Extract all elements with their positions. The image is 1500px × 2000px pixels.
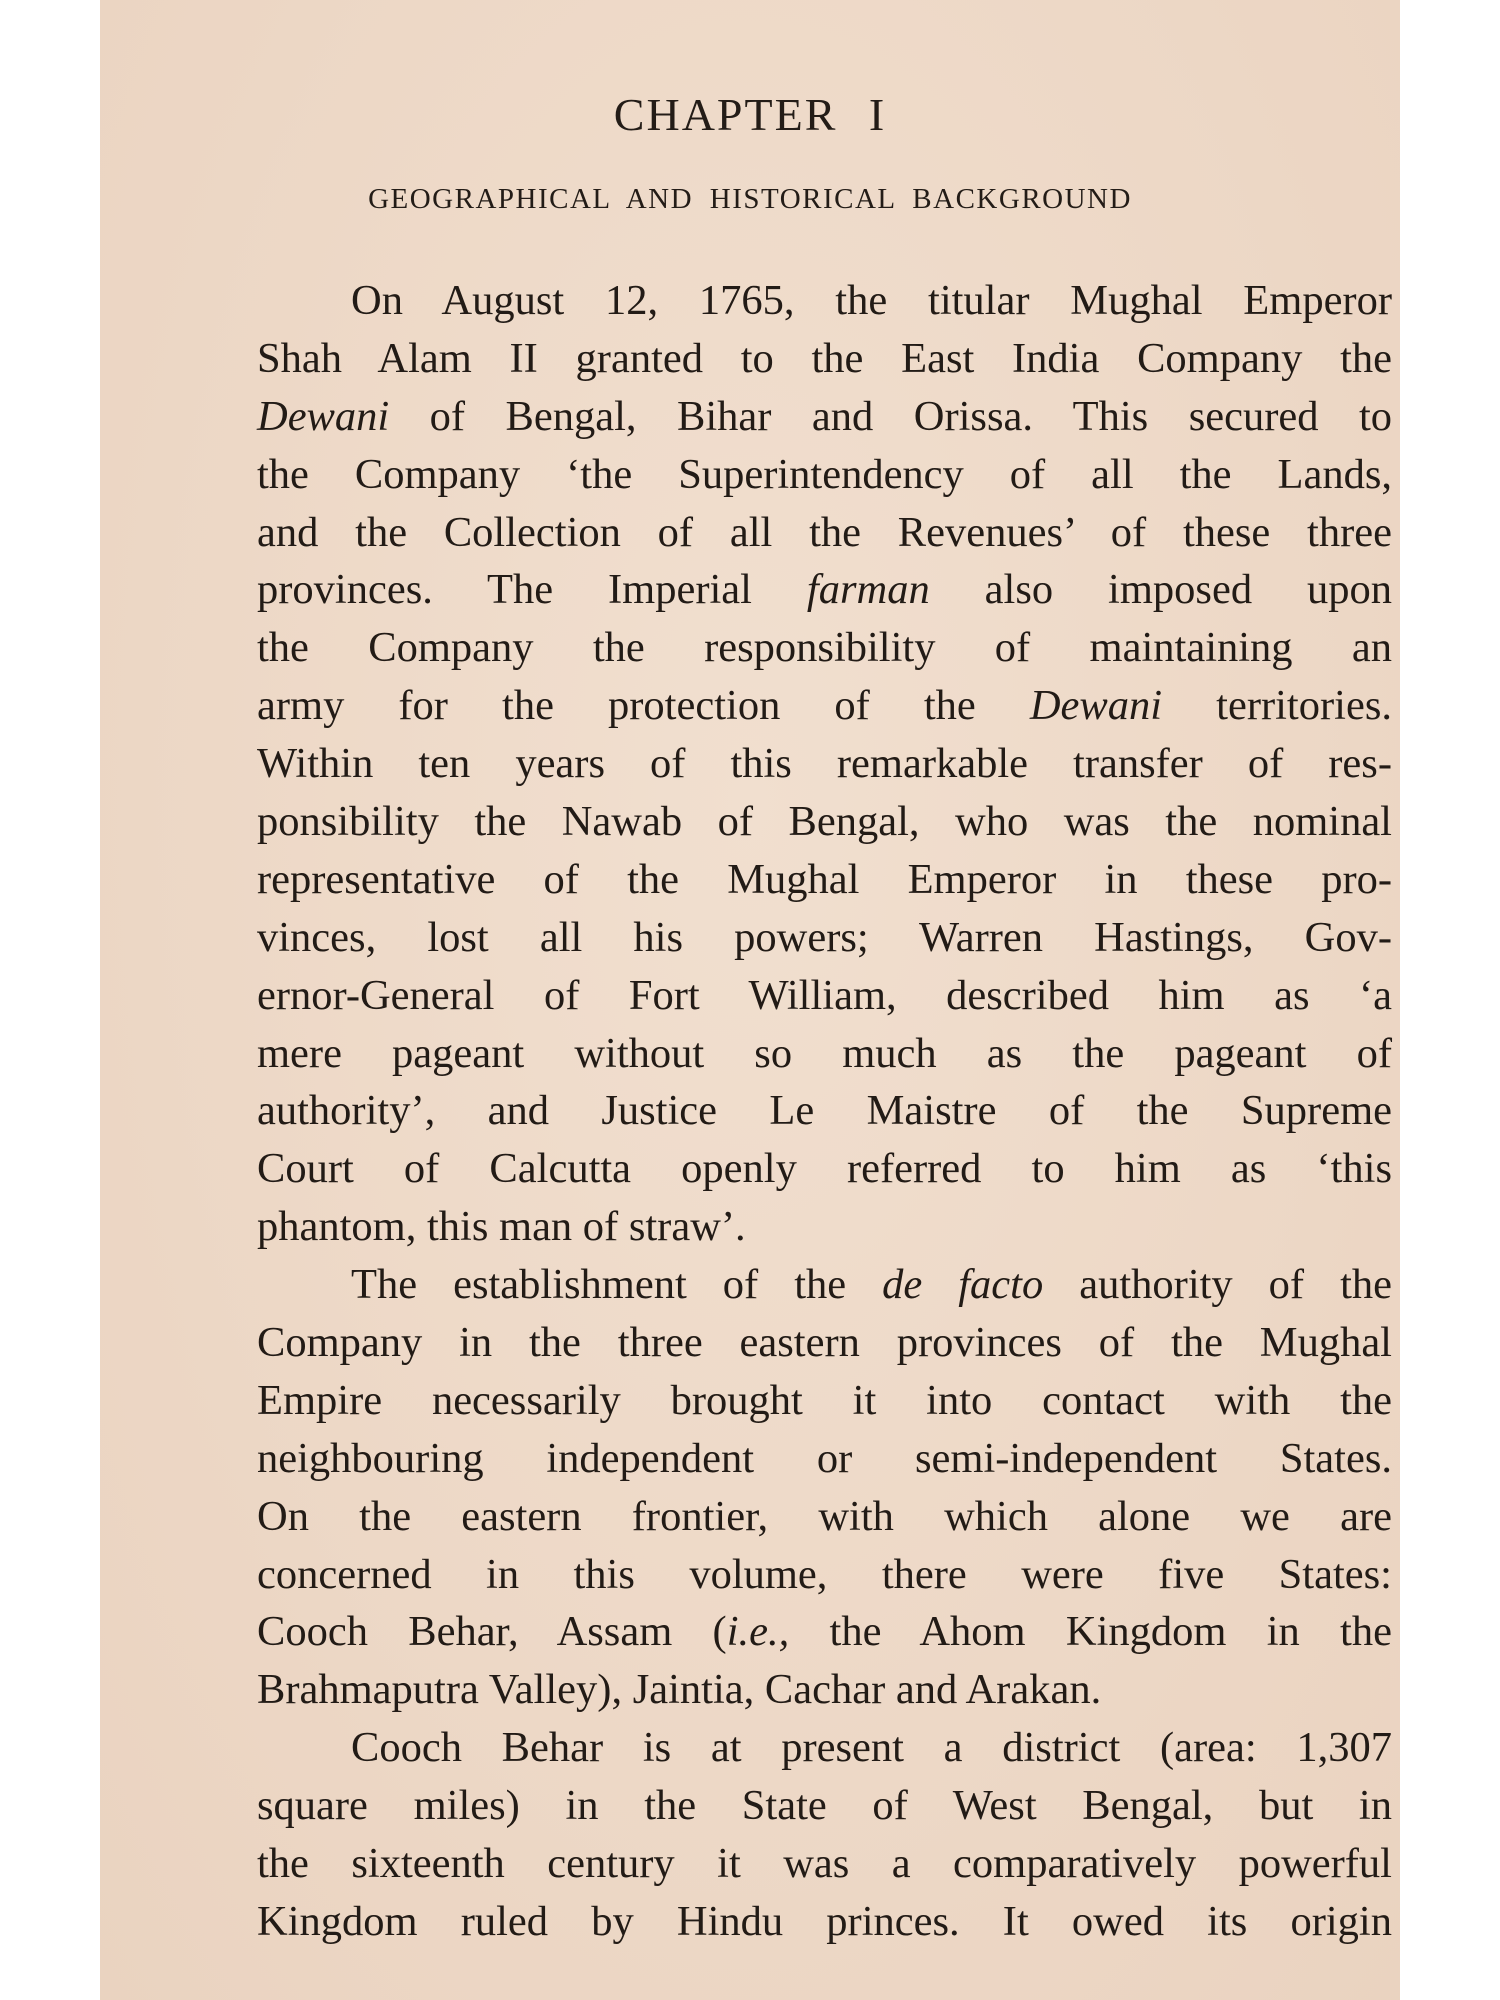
text-line: representative of the Mughal Emperor in these pro-: [257, 855, 1392, 903]
text-line: Cooch Behar is at present a district (area: 1,307: [351, 1724, 1392, 1772]
text-line: neighbouring independent or semi-independent States.: [257, 1434, 1392, 1482]
text-line: vinces, lost all his powers; Warren Hastings, Gov-: [257, 913, 1392, 961]
text-line: square miles) in the State of West Bengal, but in: [257, 1782, 1392, 1830]
text-line: the Company the responsibility of maintaining an: [257, 624, 1392, 672]
chapter-title: GEOGRAPHICAL AND HISTORICAL BACKGROUND: [368, 183, 1132, 215]
text-line: Empire necessarily brought it into contact with the: [257, 1376, 1392, 1424]
text-line: Kingdom ruled by Hindu princes. It owed its origin: [257, 1897, 1392, 1945]
text-line: phantom, this man of straw’.: [257, 1203, 746, 1251]
text-line: On August 12, 1765, the titular Mughal Emperor: [351, 277, 1392, 324]
text-line: Shah Alam II granted to the East India Company the: [257, 334, 1392, 382]
book-page: [100, 0, 1400, 2000]
text-line: Company in the three eastern provinces of the Mughal: [257, 1319, 1392, 1367]
text-line: ponsibility the Nawab of Bengal, who was the nominal: [257, 798, 1392, 846]
text-line: Dewani of Bengal, Bihar and Orissa. This secured to: [257, 392, 1392, 440]
text-line: On the eastern frontier, with which alone we are: [257, 1492, 1392, 1540]
text-line: concerned in this volume, there were five States:: [257, 1550, 1392, 1598]
text-line: mere pageant without so much as the pageant of: [257, 1029, 1392, 1077]
text-line: Court of Calcutta openly referred to him as ‘this: [257, 1145, 1392, 1193]
text-line: the sixteenth century it was a comparatively powerful: [257, 1840, 1392, 1888]
text-line: Within ten years of this remarkable transfer of res-: [257, 740, 1392, 788]
text-line: authority’, and Justice Le Maistre of the Supreme: [257, 1087, 1392, 1135]
body-text: [257, 272, 1392, 1951]
text-line: ernor-General of Fort William, described him as ‘a: [257, 971, 1392, 1019]
text-line: provinces. The Imperial farman also imposed upon: [257, 566, 1392, 614]
text-line: the Company ‘the Superintendency of all the Lands,: [257, 450, 1392, 498]
text-line: army for the protection of the Dewani territories.: [257, 682, 1392, 730]
chapter-heading: CHAPTER I: [613, 89, 887, 140]
text-line: and the Collection of all the Revenues’ of these three: [257, 508, 1392, 556]
text-line: The establishment of the de facto authority of the: [351, 1261, 1393, 1309]
text-line: Brahmaputra Valley), Jaintia, Cachar and Arakan.: [257, 1666, 1102, 1714]
text-line: Cooch Behar, Assam (i.e., the Ahom Kingdom in the: [257, 1608, 1392, 1656]
